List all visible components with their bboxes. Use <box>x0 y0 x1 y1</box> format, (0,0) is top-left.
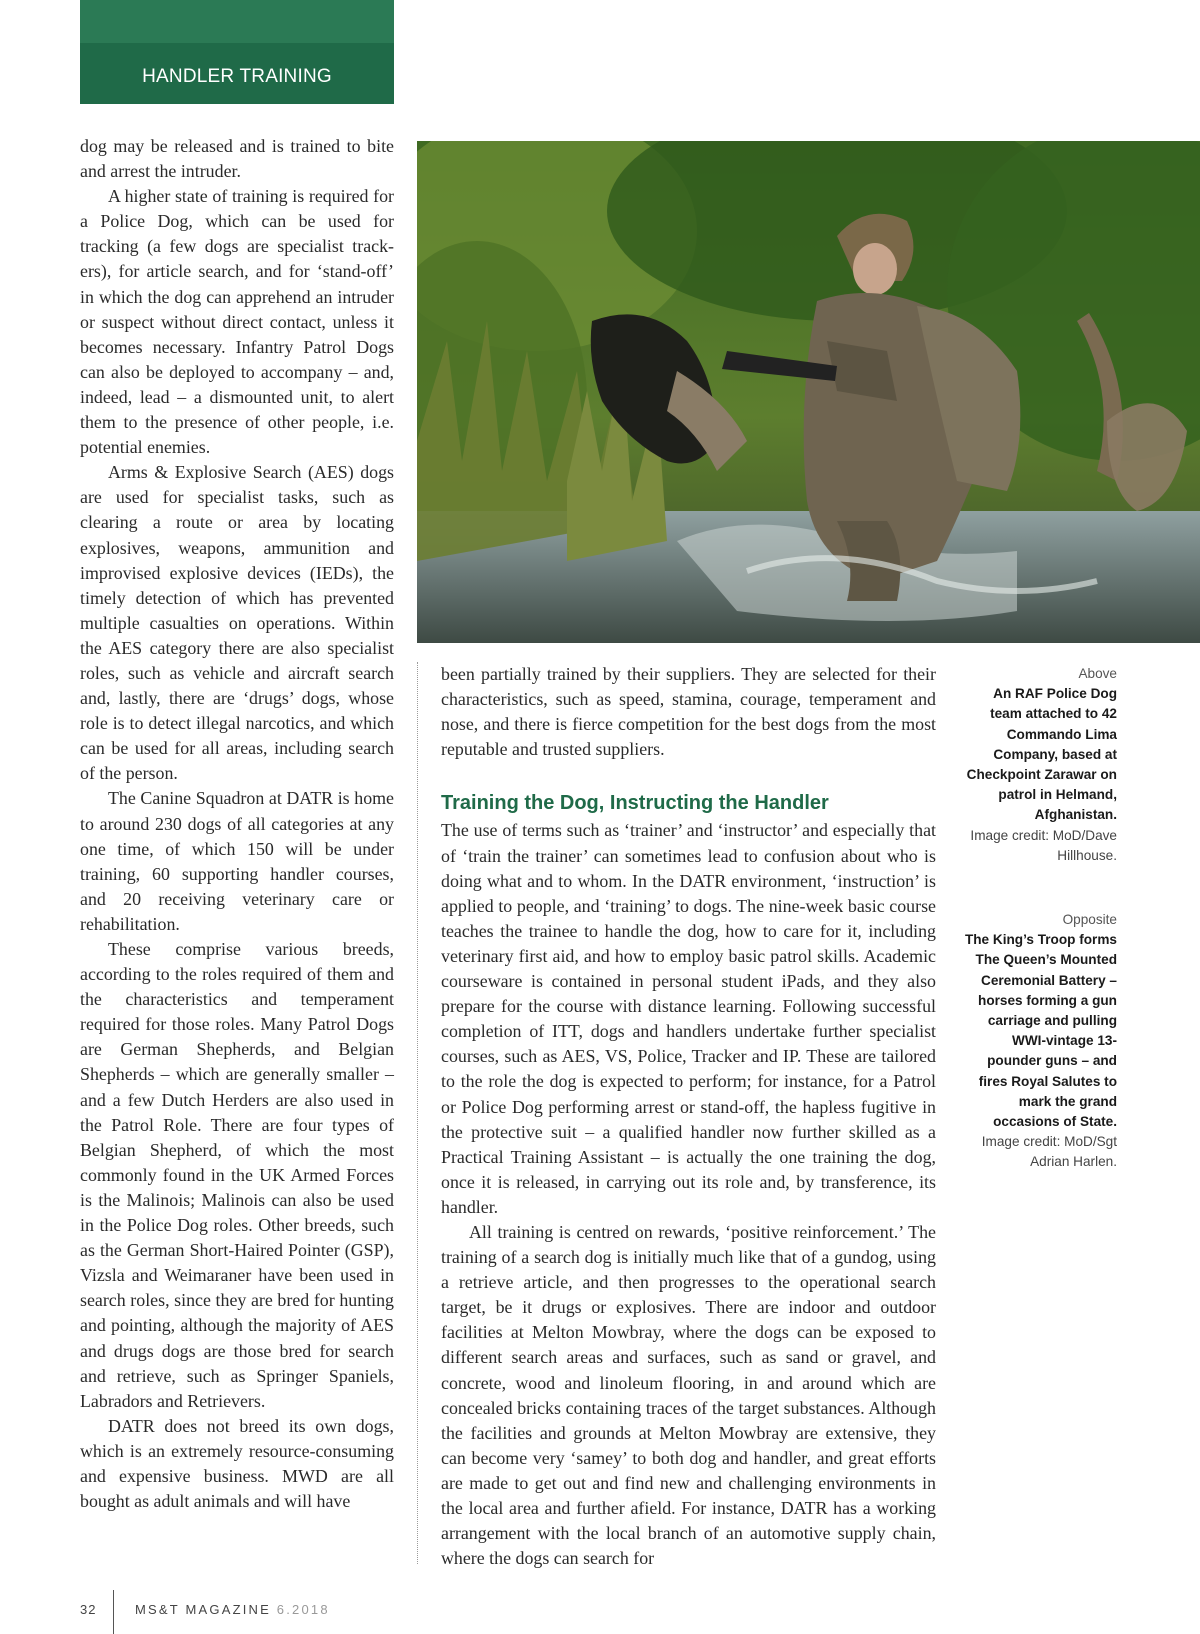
left-column <box>80 134 394 1514</box>
paragraph: dog may be released and is trained to bite and arrest the intruder. <box>80 136 394 182</box>
section-header <box>80 0 394 104</box>
middle-column <box>441 662 936 1571</box>
page-number: 32 <box>80 1602 97 1617</box>
magazine-name: MS&T MAGAZINE <box>135 1602 271 1617</box>
section-header-band <box>80 0 394 43</box>
section-subheading: Training the Dog, Instructing the Handler <box>441 792 829 815</box>
paragraph: A higher state of training is required for a Police Dog, which can be used for tracking (a few dogs are specialist trackers), for article search, and for ‘stand-off’ in which the dog can apprehend an intruder or suspect without direct contact, unless it becomes necessary. Infantry Patrol Dogs can also be deployed to accompany – and, indeed, lead – a dismounted unit, to alert them to the presence of other people, i.e. potential enemies. <box>80 186 394 458</box>
footer-rule <box>113 1590 114 1634</box>
column-divider <box>417 662 418 1564</box>
paragraph: been partially trained by their suppliers. They are selected for their characteristics, such as speed, stamina, courage, temperament and nose, and there is fierce competition for the best dogs from the most reputable and trusted suppliers. <box>441 664 936 760</box>
paragraph: The Canine Squadron at DATR is home to around 230 dogs of all categories at any one time, of which 150 will be under training, 60 supporting handler courses, and 20 receiving veterinary care or rehabilitation. <box>80 788 394 934</box>
caption-credit: Image credit: MoD/Dave Hillhouse. <box>970 827 1117 863</box>
paragraph: DATR does not breed its own dogs, which is an extremely resource-consuming and expensive business. MWD are all bought as adult animals and will have <box>80 1415 394 1512</box>
patrol-photo <box>417 141 1200 643</box>
paragraph: The use of terms such as ‘trainer’ and ‘instructor’ and especially that of ‘train the trainer’ can sometimes lead to confusion about who is doing what and to whom. In the DATR environment, ‘instruction’ is applied to people, and ‘training’ to dogs. The nine-week basic course teaches the trainee to handle the dog, how to care for it, including veterinary first aid, and how to employ basic patrol skills. Academic courseware is contained in personal student iPads, and they also prepare for the course with distance learning. Following successful completion of ITT, dogs and handlers undertake further specialist courses, such as AES, VS, Police, Tracker and IP. These are tailored to the role the dog is expected to perform; for instance, for a Patrol or Police Dog performing arrest or stand-off, the hapless fugitive in the protective suit – a qualified handler now further skilled as a Practical Training Assistant – is actually the one training the dog, once it is released, in carrying out its role and, by transference, its handler. <box>441 820 936 1217</box>
magazine-title <box>135 1602 330 1617</box>
paragraph: All training is centred on rewards, ‘positive reinforcement.’ The training of a search dog is initially much like that of a gundog, using a retrieve article, and then progresses to the operational search target, be it drugs or explosives. There are indoor and outdoor facilities at Melton Mowbray, where the dogs can be exposed to different search areas and surfaces, such as sand or gravel, and concrete, wood and linoleum flooring, in and around which are concealed bricks containing traces of the target substances. Although the facilities and grounds at Melton Mowbray are extensive, they can become very ‘samey’ to both dog and handler, and great efforts are made to get out and find new and challenging environments in the local area and further afield. For instance, DATR has a working arrangement with the local branch of an automotive supply chain, where the dogs can search for <box>441 1221 936 1569</box>
paragraph: These comprise various breeds, according to the roles required of them and the characteristics and temperament required for those roles. Many Patrol Dogs are German Shepherds, and Belgian Shepherds – which are generally smaller – and a few Dutch Herders are also used in the Patrol Role. There are four types of Belgian Shepherd, of which the most commonly found in the UK Armed Forces is the Malinois; Malinois can also be used in the Police Dog roles. Other breeds, such as the German Short-Haired Pointer (GSP), Vizsla and Weimaraner have been used in search roles, since they are bred for hunting and pointing, although the majority of AES and drugs dogs are those bred for search and retrieve, such as Springer Spaniels, Labradors and Retrievers. <box>80 939 394 1411</box>
caption-text: An RAF Police Dog team attached to 42 Commando Lima Company, based at Checkpoint Zarawar on patrol in Helmand, Afghanistan. <box>966 686 1117 823</box>
issue-date: 6.2018 <box>276 1602 330 1617</box>
photo-caption-above <box>960 664 1117 866</box>
caption-credit: Image credit: MoD/Sgt Adrian Harlen. <box>981 1134 1117 1170</box>
caption-text: The King’s Troop forms The Queen’s Mounted Ceremonial Battery – horses forming a gun carriage and pulling WWI-vintage 13-pounder guns – and fires Royal Salutes to mark the grand occasions of State. <box>964 932 1117 1130</box>
paragraph: Arms & Explosive Search (AES) dogs are used for specialist tasks, such as clearing a route or area by locating explosives, weapons, ammunition and improvised explosive devices (IEDs), the timely detection of which has prevented multiple casualties on operations. Within the AES category there are also specialist roles, such as vehicle and aircraft search and, lastly, there are ‘drugs’ dogs, whose role is to detect illegal narcotics, and which can be used for all areas, including search of the person. <box>80 462 394 784</box>
photo-caption-opposite <box>960 910 1117 1173</box>
caption-label: Above <box>1078 666 1117 681</box>
section-label: HANDLER TRAINING <box>142 66 332 87</box>
caption-label: Opposite <box>1062 912 1117 927</box>
